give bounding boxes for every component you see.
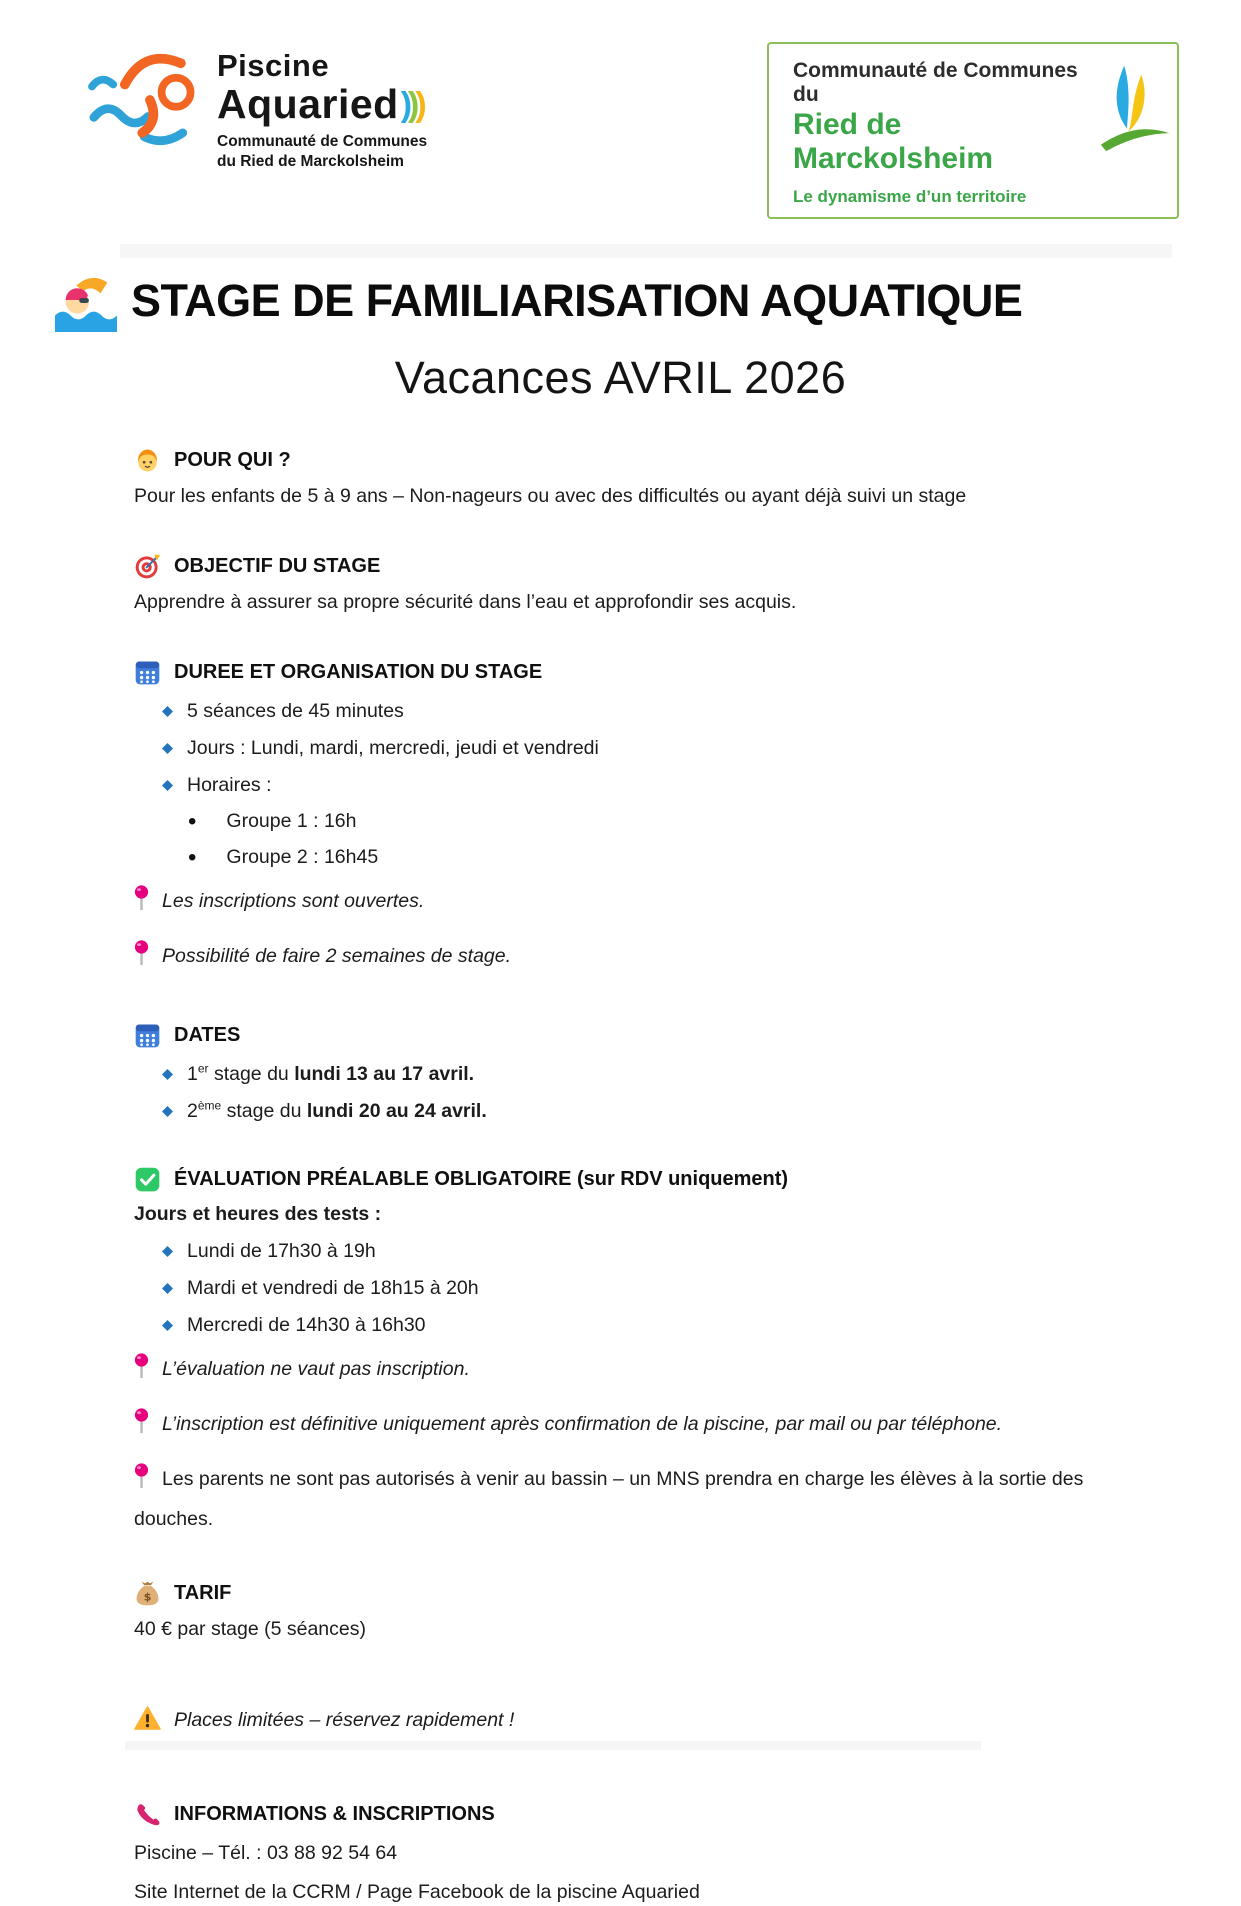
pushpin-icon — [134, 885, 149, 924]
calendar-icon — [134, 659, 161, 686]
tests-list — [134, 1240, 1111, 1337]
warning-note: Places limitées – réservez rapidement ! — [134, 1703, 1111, 1743]
ccrm-tagline: Le dynamisme d’un territoire — [793, 187, 1027, 206]
diamond-bullet-icon — [162, 743, 173, 754]
swimmer-waves-logo-icon — [85, 42, 213, 172]
duree-bullet-list — [134, 700, 1111, 797]
content — [0, 447, 1241, 1906]
note-evaluation: L’évaluation ne vaut pas inscription. — [134, 1352, 1111, 1392]
swimmer-icon — [55, 270, 117, 332]
list-item: • Groupe 1 : 16h — [188, 808, 357, 835]
ccrm-logo — [767, 42, 1179, 219]
section-dates — [134, 1022, 1111, 1123]
tarif-text: 40 € par stage (5 séances) — [134, 1618, 366, 1640]
divider-band-bottom — [125, 1741, 981, 1750]
leaf-logo-icon — [1099, 59, 1171, 207]
pour-qui-heading: POUR QUI ? — [134, 447, 1111, 474]
moneybag-icon — [134, 1580, 161, 1607]
tests-subheading: Jours et heures des tests : — [134, 1203, 382, 1225]
svg-text:$: $ — [143, 1590, 152, 1604]
pushpin-icon — [134, 1463, 149, 1502]
diamond-bullet-icon — [162, 706, 173, 717]
section-tarif — [134, 1580, 1111, 1643]
divider-band-top — [120, 244, 1172, 258]
diamond-bullet-icon — [162, 1246, 173, 1257]
list-item: Horaires : — [134, 774, 1111, 797]
pushpin-icon — [134, 1353, 149, 1392]
evaluation-heading: ÉVALUATION PRÉALABLE OBLIGATOIRE (sur RDV uniquement) — [134, 1166, 1111, 1193]
infos-heading: INFORMATIONS & INSCRIPTIONS — [134, 1801, 1111, 1828]
section-warning — [134, 1703, 1111, 1743]
title-row — [0, 270, 1241, 332]
pour-qui-text: Pour les enfants de 5 à 9 ans – Non-nageurs ou avec des difficultés ou ayant déjà suivi un stage — [134, 485, 967, 507]
warning-icon — [134, 1706, 161, 1743]
target-icon — [134, 553, 161, 580]
pushpin-icon — [134, 1408, 149, 1447]
diamond-bullet-icon — [162, 780, 173, 791]
aquaried-logo-subtext: Communauté de Communes du Ried de Marckolsheim — [217, 133, 428, 171]
aquaried-logo — [85, 42, 427, 172]
calendar-icon — [134, 1022, 161, 1049]
check-icon — [134, 1166, 161, 1193]
ccrm-line1: Communauté de Communes du — [793, 59, 1078, 106]
horaires-sublist — [134, 810, 1111, 869]
dot-bullet-icon: • — [188, 844, 197, 871]
section-duree — [134, 659, 1111, 979]
diamond-bullet-icon — [162, 1320, 173, 1331]
header — [0, 0, 1241, 219]
objectif-heading: OBJECTIF DU STAGE — [134, 553, 1111, 580]
diamond-bullet-icon — [162, 1283, 173, 1294]
diamond-bullet-icon — [162, 1106, 173, 1117]
phone-icon — [134, 1801, 161, 1828]
ccrm-line2: Ried de Marckolsheim — [793, 108, 994, 175]
section-evaluation — [134, 1166, 1111, 1537]
list-item: Lundi de 17h30 à 19h — [134, 1240, 1111, 1263]
note-inscription-definitive: L’inscription est définitive uniquement après confirmation de la piscine, par mail ou par téléphone. — [134, 1407, 1111, 1447]
ccrm-logo-text — [793, 59, 1099, 207]
list-item: Mardi et vendredi de 18h15 à 20h — [134, 1277, 1111, 1300]
aquaried-logo-text — [217, 42, 427, 172]
tarif-heading: $ TARIF — [134, 1580, 1111, 1607]
section-pour-qui — [134, 447, 1111, 510]
phone-line: Piscine – Tél. : 03 88 92 54 64 — [134, 1842, 398, 1864]
dot-bullet-icon: • — [188, 808, 197, 835]
list-item: 5 séances de 45 minutes — [134, 700, 1111, 723]
page-title: STAGE DE FAMILIARISATION AQUATIQUE — [131, 275, 1023, 326]
duree-heading: DUREE ET ORGANISATION DU STAGE — [134, 659, 1111, 686]
sound-arcs-icon: ) ) ) — [400, 85, 423, 124]
note-inscriptions-ouvertes: Les inscriptions sont ouvertes. — [134, 884, 1111, 924]
list-item: • Groupe 2 : 16h45 — [188, 844, 379, 871]
list-item: Mercredi de 14h30 à 16h30 — [134, 1314, 1111, 1337]
section-objectif — [134, 553, 1111, 616]
note-parents: Les parents ne sont pas autorisés à venir au bassin – un MNS prendra en charge les élèves à la sortie des douches. — [134, 1462, 1111, 1537]
web-line: Site Internet de la CCRM / Page Facebook de la piscine Aquaried — [134, 1881, 700, 1903]
aquaried-name-line2: Aquaried ) ) ) — [217, 81, 423, 127]
child-icon — [134, 447, 161, 474]
aquaried-name-line1: Piscine — [217, 48, 330, 83]
section-infos — [134, 1801, 1111, 1906]
note-deux-semaines: Possibilité de faire 2 semaines de stage. — [134, 939, 1111, 979]
dates-list — [134, 1063, 1111, 1123]
dates-heading: DATES — [134, 1022, 1111, 1049]
list-item: 1er stage du lundi 13 au 17 avril. — [134, 1063, 1111, 1086]
diamond-bullet-icon — [162, 1069, 173, 1080]
list-item: Jours : Lundi, mardi, mercredi, jeudi et vendredi — [134, 737, 1111, 760]
page-subtitle: Vacances AVRIL 2026 — [394, 352, 847, 403]
list-item: 2ème stage du lundi 20 au 24 avril. — [134, 1100, 1111, 1123]
objectif-text: Apprendre à assurer sa propre sécurité dans l’eau et approfondir ses acquis. — [134, 591, 797, 613]
pushpin-icon — [134, 940, 149, 979]
